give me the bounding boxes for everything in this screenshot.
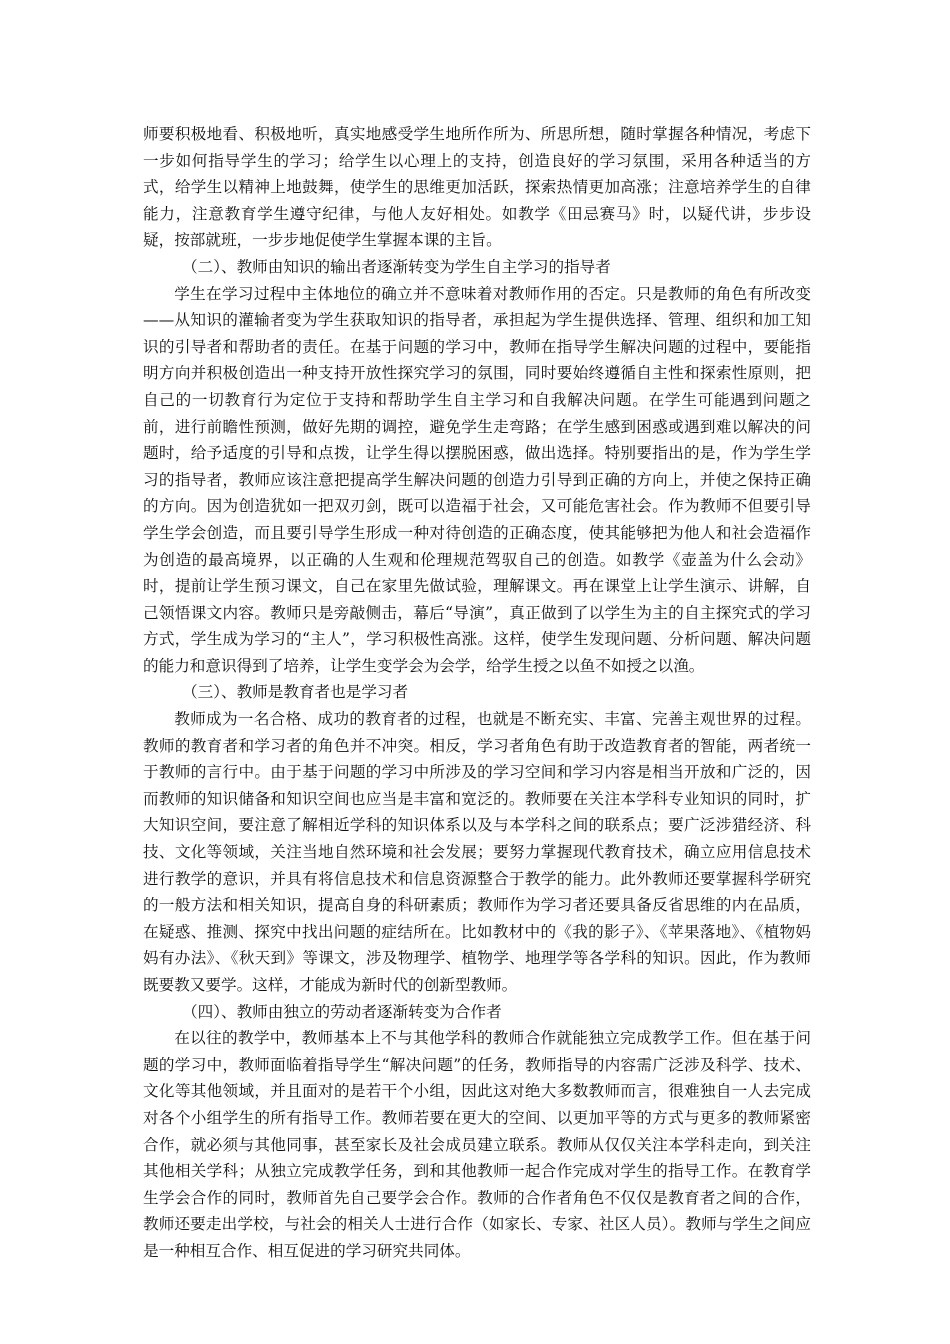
paragraph-continued: 师要积极地看、积极地听，真实地感受学生地所作所为、所思所想，随时掌握各种情况，考虑下一步如何指导学生的学习；给学生以心理上的支持，创造良好的学习氛围，采用各种适当的方式，给学生以精神上地鼓舞，使学生的思维更加活跃，探索热情更加高涨；注意培养学生的自律能力，注意教育学生遵守纪律，与他人友好相处。如教学《田忌赛马》时，以疑代讲，步步设疑，按部就班，一步步地促使学生掌握本课的主旨。 <box>143 125 811 250</box>
paragraph-section-4: 在以往的教学中，教师基本上不与其他学科的教师合作就能独立完成教学工作。但在基于问题的学习中，教师面临着指导学生“解决问题”的任务，教师指导的内容需广泛涉及科学、技术、文化等其他领域，并且面对的是若干个小组，因此这对绝大多数教师而言，很难独自一人去完成对各个小组学生的所有指导工作。教师若要在更大的空间、以更加平等的方式与更多的教师紧密合作，就必须与其他同事，甚至家长及社会成员建立联系。教师从仅仅关注本学科走向，到关注其他相关学科；从独立完成教学任务，到和其他教师一起合作完成对学生的指导工作。在教育学生学会合作的同时，教师首先自己要学会合作。教师的合作者角色不仅仅是教育者之间的合作，教师还要走出学校，与社会的相关人士进行合作（如家长、专家、社区人员）。教师与学生之间应是一种相互合作、相互促进的学习研究共同体。 <box>143 1029 811 1260</box>
section-heading-3: （三）、教师是教育者也是学习者 <box>182 683 409 702</box>
paragraph-section-2: 学生在学习过程中主体地位的确立并不意味着对教师作用的否定。只是教师的角色有所改变——从知识的灌输者变为学生获取知识的指导者，承担起为学生提供选择、管理、组织和加工知识的引导者和帮助者的责任。在基于问题的学习中，教师在指导学生解决问题的过程中，要能指明方向并积极创造出一种支持开放性探究学习的氛围，同时要始终遵循自主性和探索性原则，把自己的一切教育行为定位于支持和帮助学生自主学习和自我解决问题。在学生可能遇到问题之前，进行前瞻性预测，做好先期的调控，避免学生走弯路；在学生感到困惑或遇到难以解决的问题时，给予适度的引导和点拨，让学生得以摆脱困惑，做出选择。特别要指出的是，作为学生学习的指导者，教师应该注意把提高学生解决问题的创造力引导到正确的方向上，并使之保持正确的方向。因为创造犹如一把双刃剑，既可以造福于社会，又可能危害社会。作为教师不但要引导学生学会创造，而且要引导学生形成一种对待创造的正确态度，使其能够把为他人和社会造福作为创造的最高境界，以正确的人生观和伦理规范驾驭自己的创造。如教学《壶盖为什么会动》时，提前让学生预习课文，自己在家里先做试验，理解课文。再在课堂上让学生演示、讲解，自己领悟课文内容。教师只是旁敲侧击，幕后“导演”，真正做到了以学生为主的自主探究式的学习方式，学生成为学习的“主人”，学习积极性高涨。这样，使学生发现问题、分析问题、解决问题的能力和意识得到了培养，让学生变学会为会学，给学生授之以鱼不如授之以渔。 <box>143 284 811 675</box>
paragraph-section-3: 教师成为一名合格、成功的教育者的过程，也就是不断充实、丰富、完善主观世界的过程。教师的教育者和学习者的角色并不冲突。相反，学习者角色有助于改造教育者的智能，两者统一于教师的言行中。由于基于问题的学习中所涉及的学习空间和学习内容是相当开放和广泛的，因而教师的知识储备和知识空间也应当是丰富和宽泛的。教师要在关注本学科专业知识的同时，扩大知识空间，要注意了解相近学科的知识体系以及与本学科之间的联系点；要广泛涉猎经济、科技、文化等领域，关注当地自然环境和社会发展；要努力掌握现代教育技术，确立应用信息技术进行教学的意识，并具有将信息技术和信息资源整合于教学的能力。此外教师还要掌握科学研究的一般方法和相关知识，提高自身的科研素质；教师作为学习者还要具备反省思维的内在品质，在疑惑、推测、探究中找出问题的症结所在。比如教材中的《我的影子》、《苹果落地》、《植物妈妈有办法》、《秋天到》等课文，涉及物理学、植物学、地理学等各学科的知识。因此，作为教师既要教又要学。这样，才能成为新时代的创新型教师。 <box>143 710 811 994</box>
section-heading-4: （四）、教师由独立的劳动者逐渐转变为合作者 <box>182 1002 502 1021</box>
document-page <box>143 121 811 1265</box>
section-heading-2: （二）、教师由知识的输出者逐渐转变为学生自主学习的指导者 <box>182 257 611 276</box>
